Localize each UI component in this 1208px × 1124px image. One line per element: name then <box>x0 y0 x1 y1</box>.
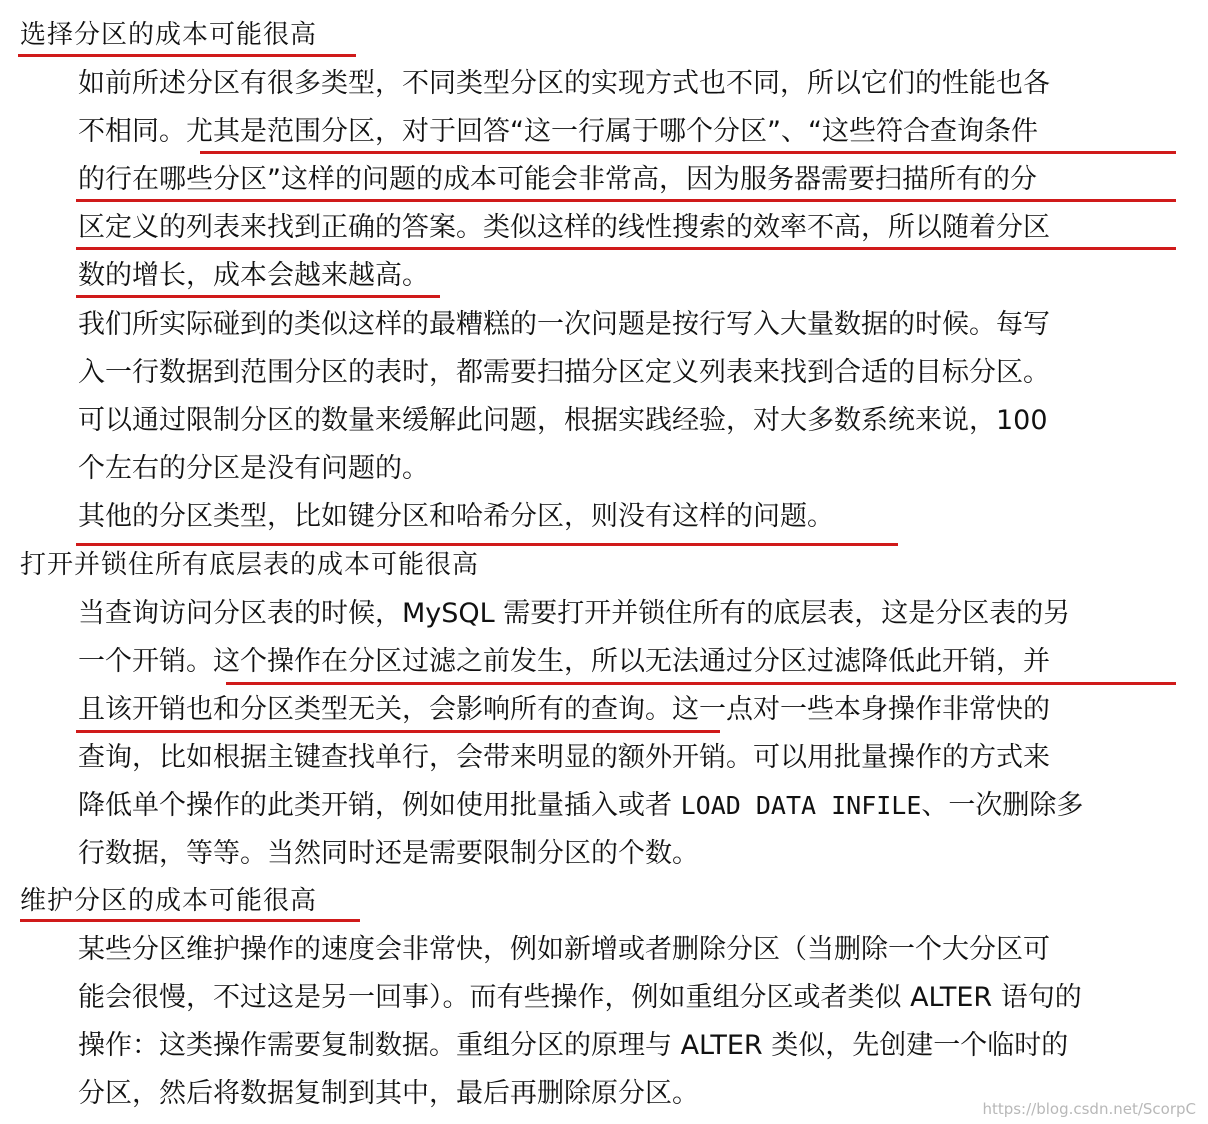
highlight-underline <box>76 730 720 733</box>
paragraph-line: 数的增长，成本会越来越高。 <box>78 260 429 291</box>
line-text: 降低单个操作的此类开销，例如使用批量插入或者 <box>78 790 681 821</box>
highlight-underline <box>76 247 1176 250</box>
paragraph-line: 可以通过限制分区的数量来缓解此问题，根据实践经验，对大多数系统来说，100 <box>78 405 1048 436</box>
paragraph-line: 我们所实际碰到的类似这样的最糟糕的一次问题是按行写入大量数据的时候。每写 <box>78 309 1050 340</box>
highlight-underline <box>76 199 1176 202</box>
highlight-underline <box>76 295 440 298</box>
paragraph-line: 区定义的列表来找到正确的答案。类似这样的线性搜索的效率不高，所以随着分区 <box>78 212 1050 243</box>
watermark: https://blog.csdn.net/ScorpC <box>982 1100 1196 1118</box>
paragraph-line: 入一行数据到范围分区的表时，都需要扫描分区定义列表来找到合适的目标分区。 <box>78 357 1050 388</box>
paragraph-line: 操作：这类操作需要复制数据。重组分区的原理与 ALTER 类似，先创建一个临时的 <box>78 1030 1069 1061</box>
paragraph-line: 个左右的分区是没有问题的。 <box>78 453 429 484</box>
section-heading: 选择分区的成本可能很高 <box>20 20 318 50</box>
paragraph-line: 一个开销。这个操作在分区过滤之前发生，所以无法通过分区过滤降低此开销，并 <box>78 646 1050 677</box>
paragraph-line: 分区，然后将数据复制到其中，最后再删除原分区。 <box>78 1078 699 1109</box>
paragraph-line: 某些分区维护操作的速度会非常快，例如新增或者删除分区（当删除一个大分区可 <box>78 934 1050 965</box>
paragraph-line: 行数据，等等。当然同时还是需要限制分区的个数。 <box>78 838 699 869</box>
highlight-underline <box>226 682 1176 685</box>
paragraph-line <box>78 786 1083 826</box>
paragraph-line: 且该开销也和分区类型无关，会影响所有的查询。这一点对一些本身操作非常快的 <box>78 694 1050 725</box>
highlight-underline <box>200 151 1176 154</box>
section-heading: 维护分区的成本可能很高 <box>20 886 318 916</box>
highlight-underline <box>76 543 898 546</box>
paragraph-line: 不相同。尤其是范围分区，对于回答“这一行属于哪个分区”、“这些符合查询条件 <box>78 116 1038 147</box>
paragraph-line: 能会很慢，不过这是另一回事）。而有些操作，例如重组分区或者类似 ALTER 语句的 <box>78 982 1082 1013</box>
heading-underline <box>20 919 360 922</box>
heading-underline <box>18 54 356 57</box>
paragraph-line: 其他的分区类型，比如键分区和哈希分区，则没有这样的问题。 <box>78 501 834 532</box>
line-text: 、一次删除多 <box>921 790 1084 821</box>
paragraph-line: 的行在哪些分区”这样的问题的成本可能会非常高，因为服务器需要扫描所有的分 <box>78 164 1037 195</box>
paragraph-line: 当查询访问分区表的时候，MySQL 需要打开并锁住所有的底层表，这是分区表的另 <box>78 598 1071 629</box>
code-text: LOAD DATA INFILE <box>680 791 922 820</box>
section-heading: 打开并锁住所有底层表的成本可能很高 <box>20 550 480 580</box>
paragraph-line: 如前所述分区有很多类型，不同类型分区的实现方式也不同，所以它们的性能也各 <box>78 68 1050 99</box>
paragraph-line: 查询，比如根据主键查找单行，会带来明显的额外开销。可以用批量操作的方式来 <box>78 742 1050 773</box>
